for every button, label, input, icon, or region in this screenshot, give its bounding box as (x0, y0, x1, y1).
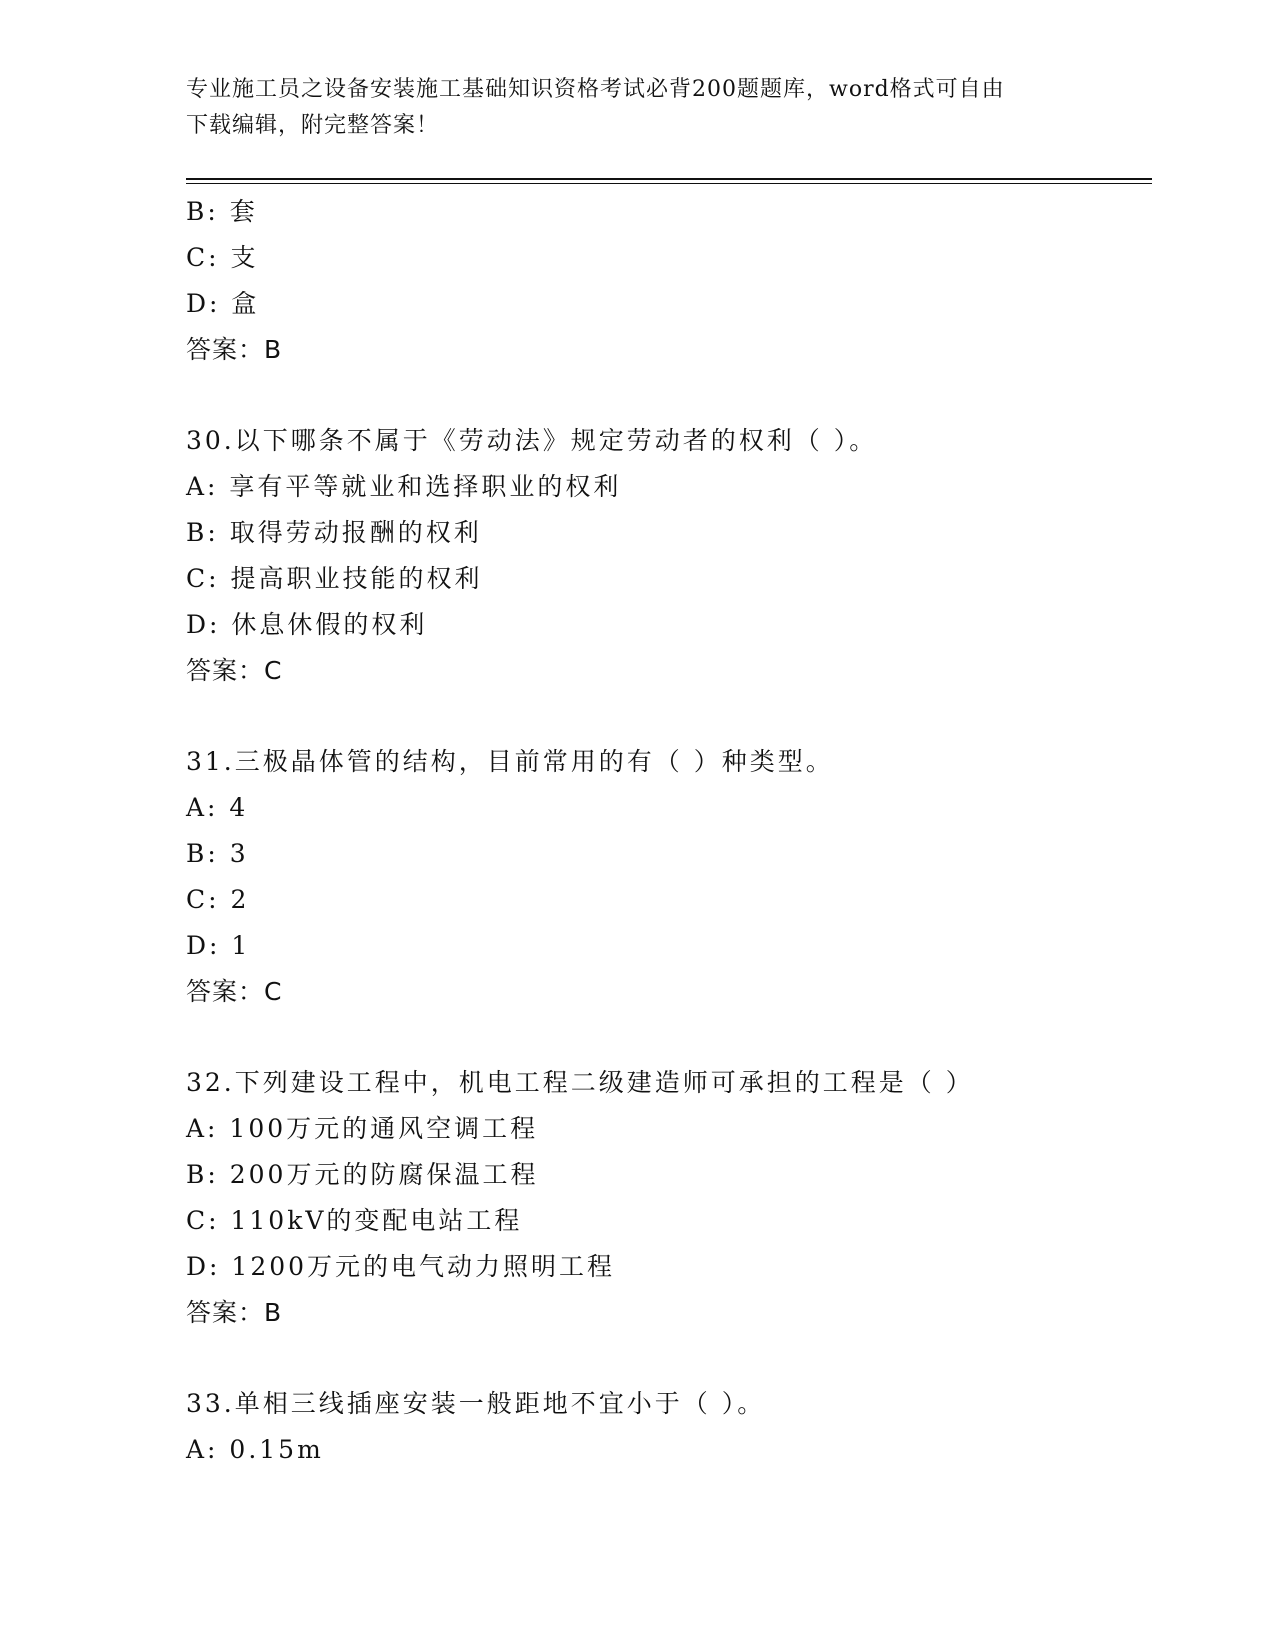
question-stem: 33.单相三线插座安装一般距地不宜小于（ ）。 (186, 1389, 766, 1418)
option-d: D: 盒 (186, 289, 260, 318)
answer-line: 答案：B (186, 335, 283, 364)
option-b: B: 取得劳动报酬的权利 (186, 518, 482, 547)
question-spacer (186, 694, 1152, 739)
option-b: B: 套 (186, 197, 258, 226)
answer-line: 答案：B (186, 1298, 283, 1327)
question-block-continued (186, 189, 1152, 373)
header-divider-thick (186, 178, 1152, 180)
question-spacer (186, 373, 1152, 418)
option-b: B: 200万元的防腐保温工程 (186, 1160, 539, 1189)
question-stem: 32.下列建设工程中，机电工程二级建造师可承担的工程是（ ） (186, 1068, 974, 1097)
question-spacer (186, 1015, 1152, 1060)
option-d: D: 休息休假的权利 (186, 610, 428, 639)
option-a: A: 享有平等就业和选择职业的权利 (186, 472, 622, 501)
question-spacer (186, 1336, 1152, 1381)
question-stem: 31.三极晶体管的结构，目前常用的有（ ）种类型。 (186, 747, 834, 776)
option-c: C: 110kV的变配电站工程 (186, 1206, 523, 1235)
answer-line: 答案：C (186, 656, 283, 685)
question-block (186, 418, 1152, 694)
question-block (186, 1060, 1152, 1336)
question-block (186, 739, 1152, 1015)
question-block (186, 1381, 1152, 1473)
option-c: C: 2 (186, 885, 250, 914)
question-list (186, 189, 1152, 1473)
document-header (186, 72, 1066, 144)
header-divider-thin (186, 183, 1152, 184)
header-line-1: 专业施工员之设备安装施工基础知识资格考试必背200题题库，word格式可自由 (186, 77, 1005, 102)
option-a: A: 4 (186, 793, 249, 822)
option-c: C: 支 (186, 243, 259, 272)
header-line-2: 下载编辑，附完整答案！ (186, 113, 440, 138)
option-d: D: 1 (186, 931, 251, 960)
option-a: A: 0.15m (186, 1435, 324, 1464)
question-stem: 30.以下哪条不属于《劳动法》规定劳动者的权利（ ）。 (186, 426, 878, 455)
option-b: B: 3 (186, 839, 249, 868)
answer-line: 答案：C (186, 977, 283, 1006)
option-a: A: 100万元的通风空调工程 (186, 1114, 539, 1143)
option-d: D: 1200万元的电气动力照明工程 (186, 1252, 616, 1281)
option-c: C: 提高职业技能的权利 (186, 564, 483, 593)
